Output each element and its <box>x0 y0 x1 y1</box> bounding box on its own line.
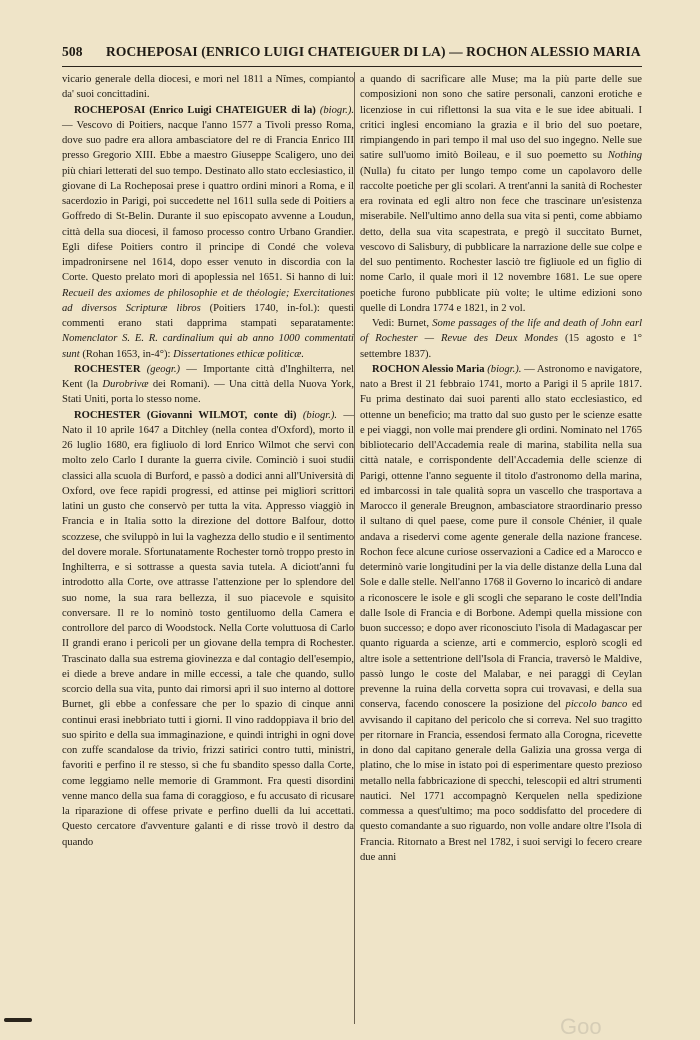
entry-category: (geogr.) <box>146 363 181 375</box>
work-title: Dissertationes ethicæ politicæ. <box>173 348 305 360</box>
entry-headword: ROCHESTER (Giovanni WILMOT, conte di) <box>74 409 297 421</box>
entry-rochon: ROCHON Alessio Maria (biogr.). — Astronomo e navigatore, nato a Brest il 21 febbraio 1741, morto a Parigi il 5 aprile 1817. Fu prima destinato dai suoi parenti allo stato ecclesiastico, ed ottenne un beneficio; ma tratto dal suo gusto per le scienze esatte e pei viaggi, non volle mai prendere gli ordini. Nominato nel 1765 bibliotecario dell'Accademia reale di marina, stabilita nella sua città natale, e corrispondente dell'Accademia delle scienze di Parigi, ottenne l'anno seguente il titolo d'astronomo della marina, ed imbarcossi in tale qualità sopra un vascello che trasportava a Marocco il generale Breugnon, ambasciatore straordinario presso il sultano di quel paese, come pure il console Chénier, il quale andava a risedervi come agente generale della nazione francese. Rochon fece alcune curiose osservazioni a Cadice ed a Marocco e determinò varie longitudini per la via delle distanze della Luna dal Sole e dalle stelle. Nell'anno 1768 il Governo lo incaricò di andare a riconoscere le isole e gli scogli che separano le coste dell'India dalle Isole di Francia e di Borbone. Adempì quella missione con buon successo; e dopo aver riconosciuto l'isola di Madagascar per quanto riguarda a scienze, arti e commercio, esplorò scogli ed altre isole a settentrione dell'Isola di Francia, traversò le Maldive, passò lungo le coste del Malabar, e nei paraggi di Ceylan prevenne la ruina della corvetta sopra cui trovavasi, e della sua conserva, facendo conoscere la posizione del piccolo banco ed avvisando il capitano del pericolo che si correva. Nel suo tragitto per ritornare in Francia, essendosi fermato alla Corogna, ricevette in dono dal capitano generale della Galizia una grossa verga di platino, che lo mise in istato poi di esperimentare questo prezioso metallo nella fabbricazione di specchi, telescopii ed altri strumenti nautici. Nel 1771 accompagnò Kerquelen nella spedizione commessa a quest'ultimo; ma poco soddisfatto del procedere di questo comandante a suo riguardo, non volle andare oltre l'Isola di Francia. Ritornato a Brest nel 1782, i suoi servigi lo fecero creare due anni <box>360 363 642 863</box>
entry-rochester-biogr: ROCHESTER (Giovanni WILMOT, conte di) (biogr.). — Nato il 10 aprile 1647 a Ditchley (nella contea d'Oxford), morto il 26 luglio 1680, era figliuolo di lord Enrico Wilmot che servì con molto zelo Carlo I durante la guerra civile. Cominciò i suoi studii classici alla scuola di Burford, e passò a dodici anni all'Università di Oxford, ove fece rapidi progressi, ed attinse pei migliori scrittori latini un gusto che conservò per tutta la vita. Appresso viaggiò in Francia e in Italia sotto la direzione del dottore Balfour, dotto scozzese, che sviluppò in lui la vaghezza dello studio e il sentimento del dovere morale. Sfortunatamente Rochester tornò troppo presto in Inghilterra, e si sottrasse a questa savia tutela. A diciott'anni fu introdotto alla Corte, ove attrasse l'attenzione per lo splendore del suo nome, la sua rara bellezza, il suo piacevole e squisito conversare. Il re lo nominò tosto gentiluomo della Camera e controllore del parco di Woodstock. Nella Corte voluttuosa di Carlo II grandi erano i pericoli per un giovane della tempra di Rochester. Trascinato dalla sua estrema giovinezza e dal contagio dell'esempio, ei diede a breve andare in mille eccessi, a tale che quando, sullo scorcio della sua vita, punto dai rimorsi aprì il suo interno al dottore Burnet, gli ebbe a confessare che per lo spazio di cinque anni continui erasi inebbriato tutti i giorni. Il vino raddoppiava il brio del suo spirito e della sua immaginazione, e quindi intrighi in ogni dove con zuffe scandalose da trivio, frizzi satirici contro tutti, ministri, favoriti e perfino il re stesso, sì che fu sbandito spesso dalla Corte, come leggiamo nelle memorie di Grammont. Fra questi disordini venne manco della sua fama di coraggioso, e fu accusato di ricusare la riparazione di offese private e perfino duelli da lui accettati. Questo cercatore d'avventure galanti e di risse trovò il destro da quando <box>62 409 354 848</box>
work-title: Nothing <box>607 150 642 162</box>
work-title: Some passages of the life and death of John earl of Rochester — Revue des Deux Mondes <box>360 318 643 345</box>
entry-headword: ROCHESTER <box>74 363 141 375</box>
page-header <box>62 44 642 66</box>
latin-name: Durobrivæ <box>102 379 149 390</box>
entry-headword: ROCHEPOSAI (Enrico Luigi CHATEIGUER di la) <box>74 104 316 116</box>
header-rule <box>62 66 642 67</box>
entry-category: (biogr.). <box>487 363 522 375</box>
italic-term: piccolo banco <box>565 699 628 711</box>
entry-rocheposai: ROCHEPOSAI (Enrico Luigi CHATEIGUER di la) (biogr.). — Vescovo di Poitiers, nacque l'anno 1577 a Tivoli presso Roma, dove suo padre era allora ambasciatore del re di Francia Enrico III presso Gregorio XIII. Ebbe a maestro Giuseppe Scaligero, uno dei più chiari letterati del suo tempo. Destinato allo stato ecclesiastico, il giovane di La Rocheposai prese i quattro ordini minori a Roma, e il sacerdozio in Parigi, poi succedette nel 1611 sulla sede di Poitiers a Goffredo di St-Belin. Durante il suo episcopato avvenne a Loudun, città della sua diocesi, il famoso processo contro Urbano Grandier. Egli difese Poitiers contro il principe di Condé che voleva impadronirsene nel 1614, dopo esser venuto in discordia con la Corte. Questo prelato morì di apoplessia nel 1651. Si hanno di lui: Recueil des axiomes de philosophie et de théologie; Exercitationes ad diversos Scripturæ libros (Poitiers 1740, in-fol.): questi commenti erano stati dapprima stampati separatamente: Nomenclator S. E. R. cardinalium qui ab anno 1000 commentati sunt (Rohan 1653, in-4°): Dissertationes ethicæ politicæ. <box>62 104 354 360</box>
entry-category: (biogr.). <box>319 104 354 116</box>
scan-mark <box>4 1018 32 1022</box>
work-title: Nomenclator S. E. R. cardinalium qui ab anno 1000 commentati sunt <box>62 333 354 360</box>
right-column <box>360 72 642 865</box>
entry-rochester-geogr: ROCHESTER (geogr.) — Importante città d'Inghilterra, nel Kent (la Durobrivæ dei Romani). — Una città della Nuova York, Stati Uniti, porta lo stesso nome. <box>62 363 354 406</box>
entry-category: (biogr.). <box>302 409 338 421</box>
paragraph-continuation: vicario generale della diocesi, e morì nel 1811 a Nîmes, compianto da' suoi concittadini. <box>62 74 354 101</box>
left-column <box>62 72 354 850</box>
entry-headword: ROCHON Alessio Maria <box>372 363 485 375</box>
page-number: 508 <box>62 44 83 59</box>
bibliography-note: Vedi: Burnet, Some passages of the life and death of John earl of Rochester — Revue des Deux Mondes (15 agosto e 1° settembre 1837). <box>360 318 643 360</box>
column-divider <box>354 72 355 1024</box>
running-head: ROCHEPOSAI (ENRICO LUIGI CHATEIGUER DI LA) — ROCHON ALESSIO MARIA <box>106 44 641 59</box>
paragraph-continuation: a quando di sacrificare alle Muse; ma la più parte delle sue composizioni non sono che satire personali, canzoni erotiche e licenziose in cui riflettonsi la sua vita e le sue idee abituali. I critici inglesi encomiano la grazia e il brio del suo poetare, rimpiangendo in pari tempo il mal uso del suo ingegno. Nelle sue satire sull'uomo imitò Boileau, e il suo poemetto su Nothing (Nulla) fu citato per lungo tempo come un capolavoro delle raccolte poetiche per gli scolari. A trent'anni la sanità di Rochester era rovinata ed egli altro non fece che trascinare un'esistenza miserabile. Nell'ultimo anno della sua vita si pentì, come abbiamo detto, della sua vita scapestrata, e pregò il succitato Burnet, vescovo di Salisbury, di pubblicare la narrazione delle sue colpe e del suo pentimento. Rochester lasciò tre figliuole ed un figlio di nome Carlo, il quale morì il 12 novembre 1681. Le sue opere poetiche furono pubblicate più volte; le ultime edizioni sono quelle di Londra 1774 e 1821, in 2 vol. <box>360 74 642 314</box>
watermark: Goo <box>560 1014 602 1039</box>
work-title: Recueil des axiomes de philosophie et de théologie; Exercitationes ad diversos Scripturæ libros <box>62 287 354 314</box>
